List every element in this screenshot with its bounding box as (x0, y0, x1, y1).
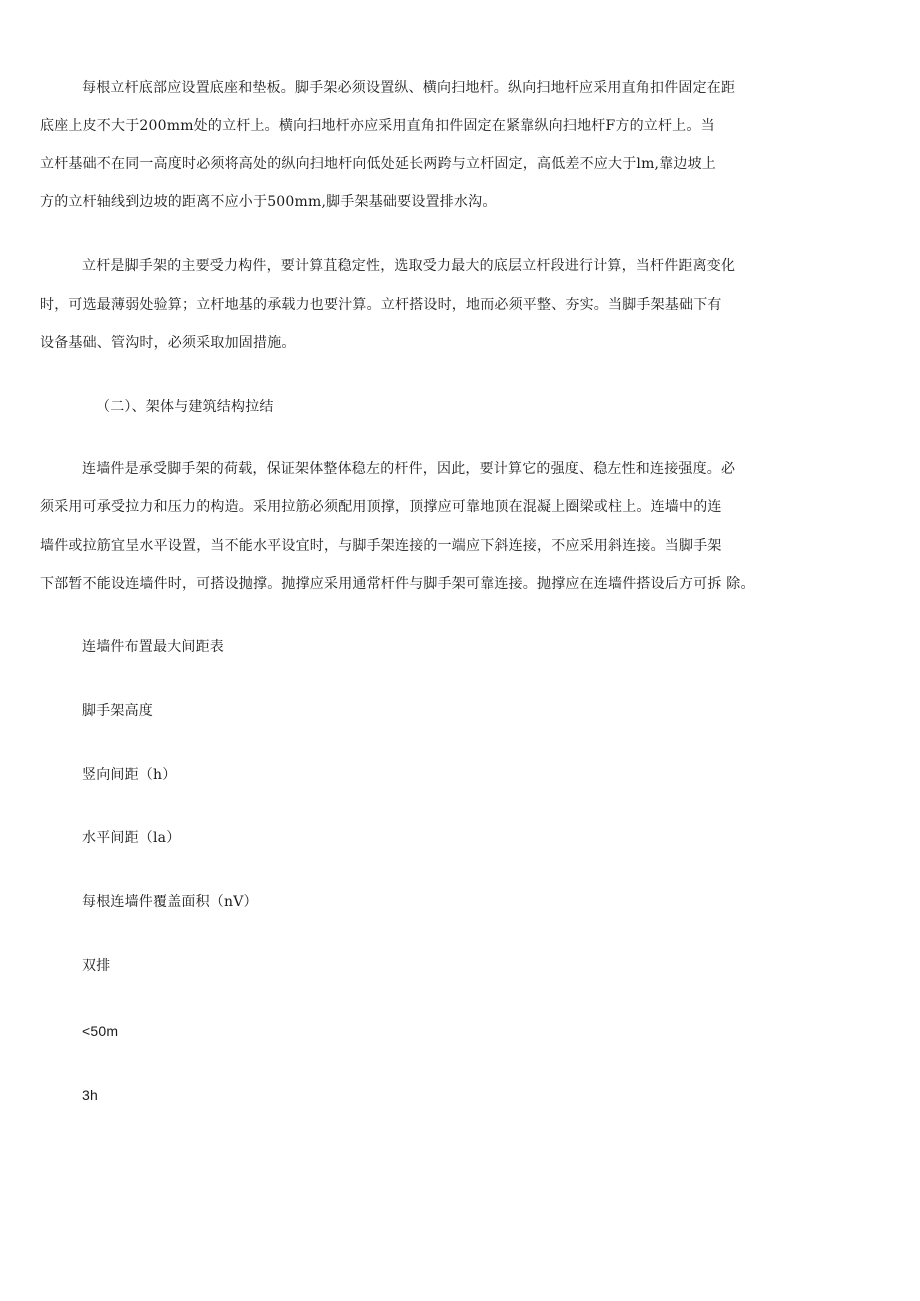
paragraph-2-line-3: 设备基础、管沟时，必须采取加固措施。 (40, 335, 296, 351)
paragraph-2-line-2: 时，可选最薄弱处验算；立杆地基的承载力也要汁算。立杆搭设时，地而必须平整、夯实。当脚手架基础下有 (40, 297, 722, 313)
table-cell-height-value: <50m (82, 1023, 119, 1039)
paragraph-2-line-1: 立杆是脚手架的主要受力构件，要计算苴稳定性，选取受力最大的底层立杆段进行计算，当杆件距离变化 (82, 258, 736, 274)
table-cell-double-row: 双排 (82, 958, 111, 974)
paragraph-3-line-2: 须采用可承受拉力和压力的构造。采用拉筋必须配用顶撑，顶撑应可靠地顶在混凝上圈梁或柱上。连墙中的连 (40, 499, 722, 515)
paragraph-3-line-3: 墙件或拉筋宜呈水平设置，当不能水平设宜时，与脚手架连接的一端应下斜连接，不应采用斜连接。当脚手架 (40, 538, 722, 554)
paragraph-1-line-2: 底座上皮不大于200mm处的立杆上。横向扫地杆亦应采用直角扣件固定在紧靠纵向扫地杆F方的立杆上。当 (40, 118, 715, 134)
table-header-height: 脚手架高度 (82, 703, 153, 719)
table-header-horizontal-spacing: 水平间距（la） (82, 830, 181, 846)
table-header-coverage-area: 每根连墙件覆盖面积（nV） (82, 894, 258, 910)
section-heading: （二）、架体与建筑结构拉结 (96, 399, 274, 415)
paragraph-1-line-4: 方的立杆轴线到边坡的距离不应小于500mm,脚手架基础要设置排水沟。 (40, 194, 497, 210)
paragraph-3-line-4: 下部暂不能设连墙件时，可搭设抛撑。抛撑应采用通常杆件与脚手架可靠连接。抛撑应在连墙件搭设后方可拆 除。 (40, 576, 755, 592)
table-cell-vertical-value: 3h (82, 1087, 98, 1103)
table-title: 连墙件布置最大间距表 (82, 639, 224, 655)
table-header-vertical-spacing: 竖向间距（h） (82, 767, 177, 783)
paragraph-3-line-1: 连墙件是承受脚手架的荷载，保证架体整体稳左的杆件，因此，要计算它的强度、稳左性和连接强度。必 (82, 461, 736, 477)
paragraph-1-line-3: 立杆基础不在同一高度时必须将高处的纵向扫地杆向低处延长两跨与立杆固定，高低差不应大于lm,靠边坡上 (40, 156, 717, 172)
paragraph-1-line-1: 每根立杆底部应设置底座和垫板。脚手架必须设置纵、横向扫地杆。纵向扫地杆应采用直角扣件固定在距 (82, 80, 736, 96)
